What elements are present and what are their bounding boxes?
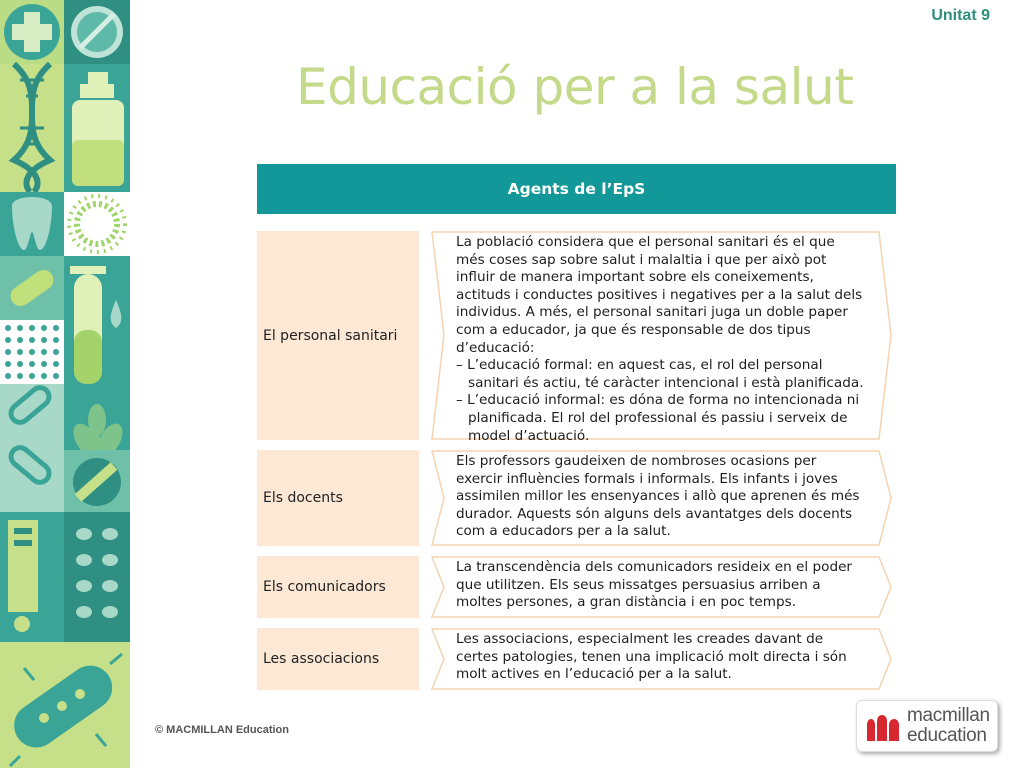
table-header: Agents de l’EpS — [257, 164, 896, 214]
virus-icon — [64, 192, 130, 256]
medical-cross-icon — [0, 0, 64, 64]
unit-label: Unitat 9 — [931, 7, 990, 24]
pill-icon — [64, 0, 130, 64]
logo-line-2: education — [907, 725, 987, 746]
page-title: Educació per a la salut — [296, 58, 854, 116]
row-text: La transcendència dels comunicadors resideix en el poder que utilitzen. Els seus missatges persuasius arriben a moltes persones, a gran distància i en poc temps. — [456, 559, 853, 611]
bullet-item: – L’educació informal: es dóna de forma no intencionada ni planificada. El rol del professional és passiu i serveix de model d’actuació. — [456, 392, 860, 444]
row-description-comunicadors — [431, 556, 892, 618]
bullet-item: – L’educació formal: en aquest cas, el rol del personal sanitari és actiu, té caràcter intencional i està planificada. — [456, 357, 864, 391]
paperclip-icon — [0, 384, 64, 512]
row-text: Els professors gaudeixen de nombroses ocasions per exercir influències formals i informals. Els infants i joves assimilen millor les ensenyances i allò que aprenen és més durador. Aquests són alguns dels avantatges dels docents com a educadors per a la salut. — [456, 453, 860, 540]
macmillan-logo-icon — [865, 711, 905, 743]
bacteria-icon — [0, 256, 64, 320]
decorative-health-icons-strip — [0, 0, 130, 768]
copyright-text: © MACMILLAN Education — [155, 724, 289, 736]
row-label-personal-sanitari: El personal sanitari — [257, 231, 419, 440]
row-text: La població considera que el personal sanitari és el que més coses sap sobre salut i malaltia i que per això pot influir de manera important sobre els coneixements, actituds i conductes positives i negatives per a la salut dels individus. A més, el personal sanitari juga un doble paper com a educador, ja que és responsable de dos tipus d’educació: — [456, 234, 863, 356]
dna-icon — [0, 64, 64, 192]
row-description-associacions — [431, 628, 892, 690]
tooth-icon — [0, 192, 64, 256]
row-description-docents — [431, 450, 892, 546]
dot-pattern-icon — [0, 320, 64, 384]
binder-icon — [0, 512, 64, 642]
row-label-comunicadors: Els comunicadors — [257, 556, 419, 618]
row-description-personal-sanitari — [431, 231, 892, 444]
germ-icon — [0, 642, 130, 768]
row-text: Les associacions, especialment les creades davant de certes patologies, tenen una implicació molt directa i són molt actives en l’educació per a la salut. — [456, 631, 847, 683]
capsule-icon — [64, 450, 130, 512]
macmillan-logo — [856, 700, 998, 752]
logo-line-1: macmillan — [907, 705, 990, 726]
pills-blister-icon — [64, 512, 130, 642]
row-label-docents: Els docents — [257, 450, 419, 546]
row-label-associacions: Les associacions — [257, 628, 419, 690]
spray-bottle-icon — [64, 64, 130, 192]
